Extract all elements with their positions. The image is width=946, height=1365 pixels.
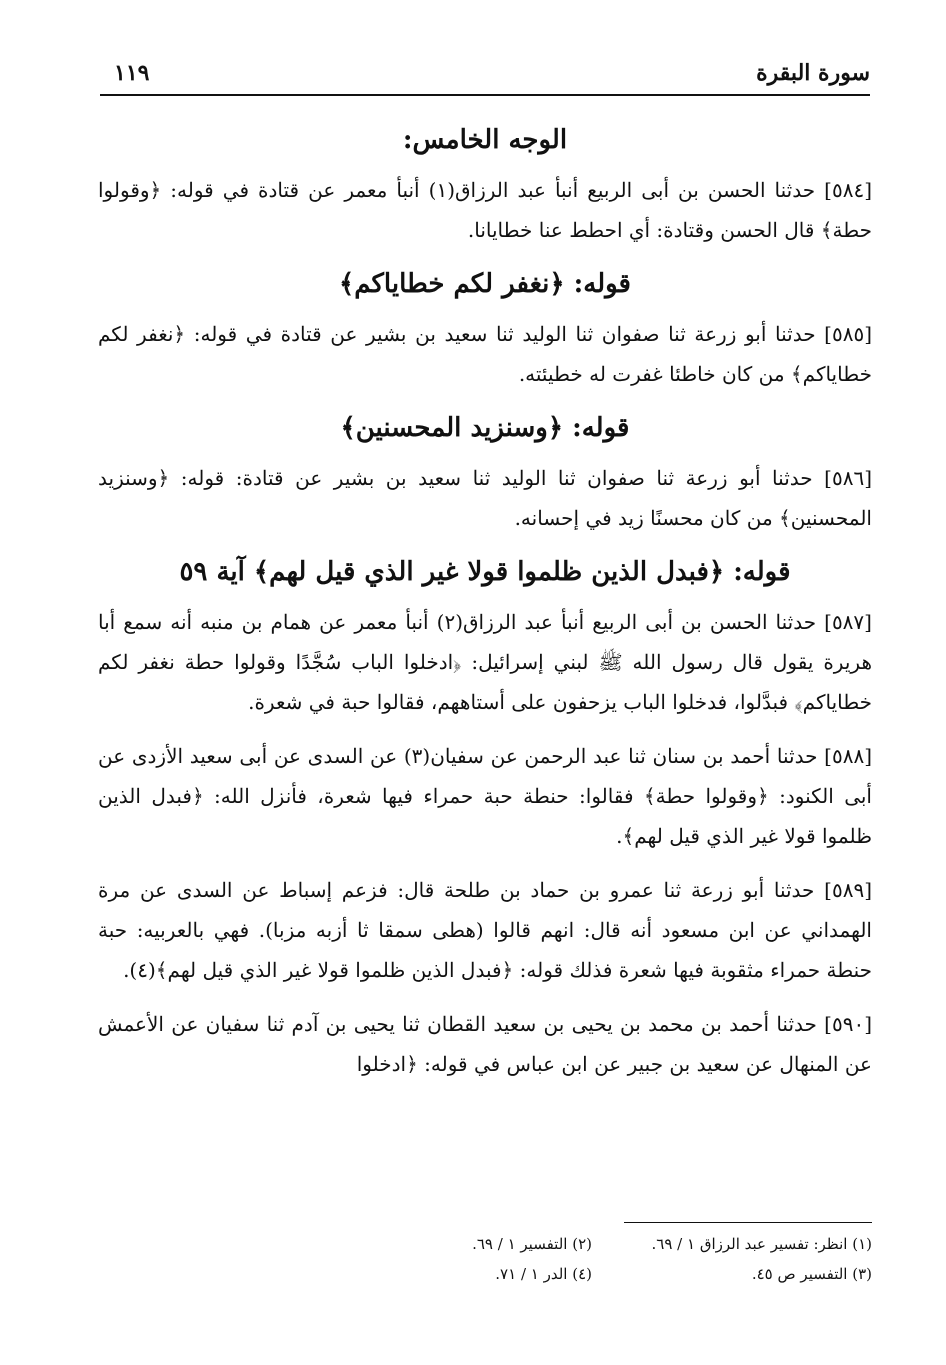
page-header — [100, 40, 870, 96]
narration-586: [٥٨٦] حدثنا أبو زرعة ثنا صفوان ثنا الوليد ثنا سعيد بن بشير عن قتادة: قوله: ﴿وسنزيد المحسنين﴾ من كان محسنًا زيد في إحسانه. — [98, 466, 872, 530]
narration-584: [٥٨٤] حدثنا الحسن بن أبى الربيع أنبأ عبد الرزاق(١) أنبأ معمر عن قتادة في قوله: ﴿وقولوا حطة﴾ قال الحسن وقتادة: أي احطط عنا خطايانا. — [98, 178, 872, 242]
page-body — [98, 116, 872, 1098]
footnote-1: (١) انظر: تفسير عبد الرزاق ١ / ٦٩. — [651, 1235, 872, 1253]
verse-heading: قوله: ﴿نغفر لكم خطاياكم﴾ — [339, 269, 631, 299]
page-number: ١١٩ — [114, 60, 150, 86]
surah-title: سورة البقرة — [756, 60, 870, 86]
footnotes — [98, 1222, 872, 1289]
narration-585: [٥٨٥] حدثنا أبو زرعة ثنا صفوان ثنا الوليد ثنا سعيد بن بشير عن قتادة في قوله: ﴿نغفر لكم خطاياكم﴾ من كان خاطئا غفرت له خطيئته. — [98, 322, 872, 386]
footnote-2: (٢) التفسير ١ / ٦٩. — [472, 1235, 592, 1253]
narration-588: [٥٨٨] حدثنا أحمد بن سنان ثنا عبد الرحمن عن سفيان(٣) عن السدى عن أبى سعيد الأزدى عن أبى الكنود: ﴿وقولوا حطة﴾ فقالوا: حنطة حبة حمراء فيها شعرة، فأنزل الله: ﴿فبدل الذين ظلموا قولا غير الذي قيل لهم﴾. — [98, 744, 872, 848]
footnote-4: (٤) الدر ١ / ٧١. — [495, 1265, 592, 1283]
narration-590: [٥٩٠] حدثنا أحمد بن محمد بن يحيى بن سعيد القطان ثنا يحيى بن آدم ثنا سفيان عن الأعمش عن المنهال عن سعيد بن جبير عن ابن عباس في قوله: ﴿ادخلوا — [98, 1012, 872, 1076]
section-heading: الوجه الخامس: — [402, 125, 568, 155]
narration-587: [٥٨٧] حدثنا الحسن بن أبى الربيع أنبأ عبد الرزاق(٢) أنبأ معمر عن همام بن منبه أنه سمع أبا هريرة يقول قال رسول الله ﷺ لبني إسرائيل: ﴿ادخلوا الباب سُجَّدًا وقولوا حطة نغفر لكم خطاياكم﴾ فبدَّلوا، فدخلوا الباب يزحفون على أستاههم، فقالوا حبة في شعرة. — [98, 610, 872, 714]
verse-heading: قوله: ﴿وسنزيد المحسنين﴾ — [340, 413, 630, 443]
narration-589: [٥٨٩] حدثنا أبو زرعة ثنا عمرو بن حماد بن طلحة قال: فزعم إسباط عن السدى عن مرة الهمداني عن ابن مسعود أنه قال: انهم قالوا (هطى سمقا ثا أزبه مزبا). فهي بالعربيه: حبة حنطة حمراء مثقوبة فيها شعرة فذلك قوله: ﴿فبدل الذين ظلموا قولا غير الذي قيل لهم﴾(٤). — [98, 878, 872, 982]
footnote-divider — [624, 1222, 872, 1223]
footnote-3: (٣) التفسير ص ٤٥. — [751, 1265, 872, 1283]
verse-heading: قوله: ﴿فبدل الذين ظلموا قولا غير الذي قيل لهم﴾ آية ٥٩ — [179, 557, 791, 587]
